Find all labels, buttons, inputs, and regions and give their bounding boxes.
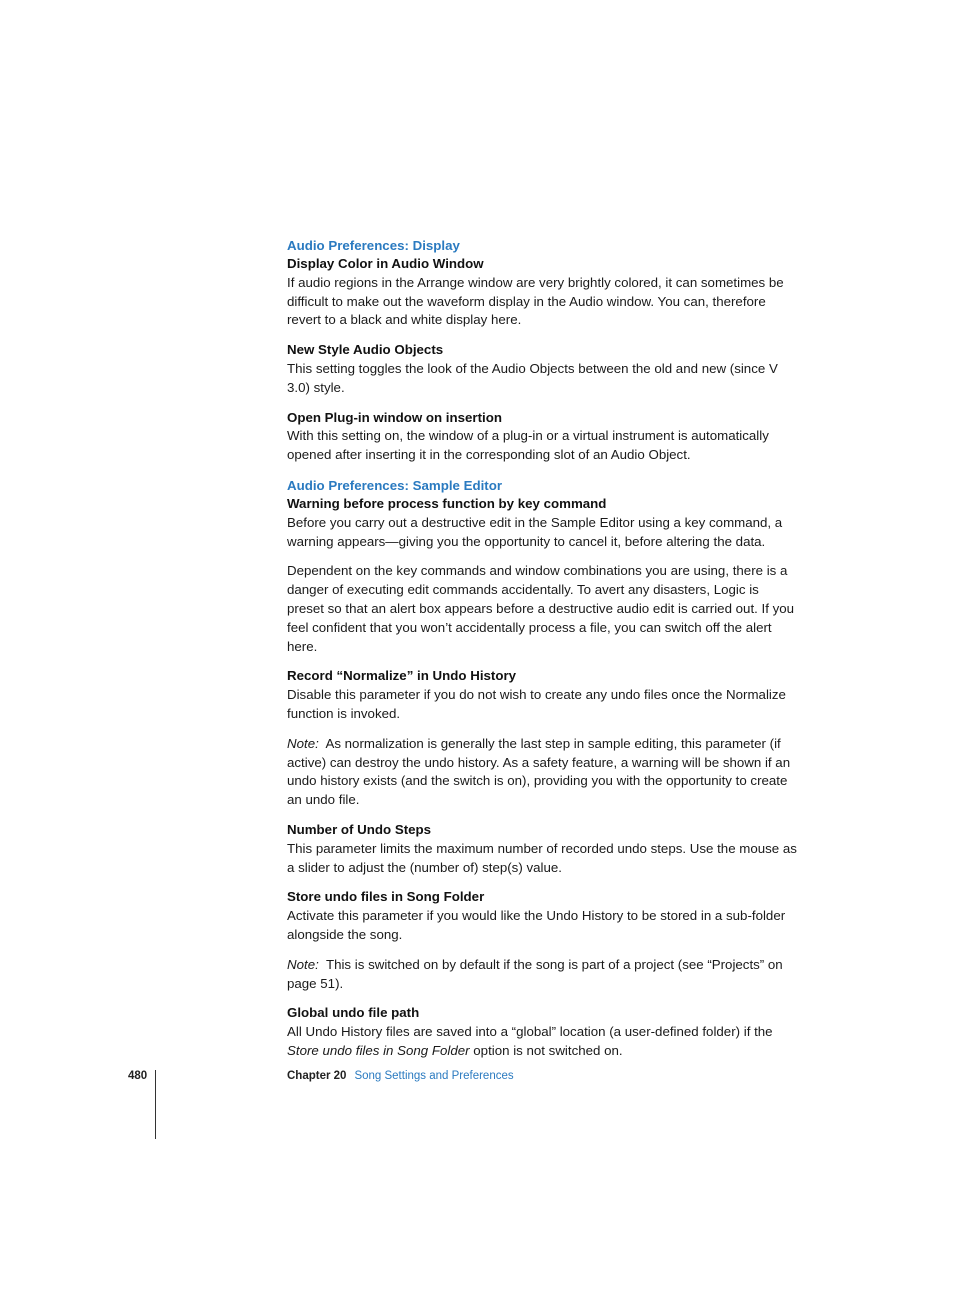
section-sample-editor	[287, 476, 797, 1061]
emphasized-option-name: Store undo files in Song Folder	[287, 1042, 470, 1058]
item-paragraph: This setting toggles the look of the Audio Objects between the old and new (since V 3.0) style.	[287, 360, 778, 395]
chapter-label: Chapter 20	[287, 1070, 347, 1082]
item-paragraph: This parameter limits the maximum number of recorded undo steps. Use the mouse as a slider to adjust the (number of) step(s) value.	[287, 840, 797, 875]
item-number-of-undo-steps	[287, 821, 797, 877]
item-heading: Display Color in Audio Window	[287, 256, 484, 271]
item-heading: Store undo files in Song Folder	[287, 889, 485, 905]
chapter-title-link[interactable]: Song Settings and Preferences	[354, 1070, 514, 1082]
note-paragraph	[287, 956, 797, 994]
item-store-undo-files	[287, 888, 797, 993]
text-before: All Undo History files are saved into a “global” location (a user-defined folder) if the	[287, 1024, 773, 1040]
note-label: Note:	[287, 956, 319, 972]
item-heading: New Style Audio Objects	[287, 342, 444, 358]
item-heading: Global undo file path	[287, 1005, 420, 1021]
footer-chapter	[287, 1070, 514, 1082]
item-heading: Number of Undo Steps	[287, 821, 432, 837]
section-display	[287, 236, 797, 465]
note-label: Note:	[287, 735, 319, 751]
note-text: As normalization is generally the last step in sample editing, this parameter (if active) can destroy the undo history. As a safety feature, a warning will be shown if an undo history exists (and the switch is on), providing you with the opportunity to create an undo file.	[287, 735, 791, 808]
note-text: This is switched on by default if the song is part of a project (see “Projects” on page 51).	[287, 956, 783, 991]
page-number: 480	[128, 1070, 148, 1082]
item-paragraph: Before you carry out a destructive edit in the Sample Editor using a key command, a warning appears—giving you the opportunity to cancel it, before altering the data.	[287, 514, 783, 549]
item-heading: Record “Normalize” in Undo History	[287, 668, 517, 684]
item-global-undo-file-path	[287, 1004, 797, 1060]
item-open-plugin-window	[287, 409, 797, 465]
item-record-normalize	[287, 667, 797, 810]
section-title: Audio Preferences: Display	[287, 238, 460, 253]
footer-divider	[155, 1070, 156, 1139]
item-paragraph: With this setting on, the window of a plug-in or a virtual instrument is automatically opened after inserting it in the corresponding slot of an Audio Object.	[287, 428, 769, 463]
item-paragraph: Dependent on the key commands and window combinations you are using, there is a danger of executing edit commands accidentally. To avert any disasters, Logic is preset so that an alert box appears before a destructive audio edit is carried out. If you feel confident that you won’t accidentally process a file, you can switch off the alert here.	[287, 563, 795, 654]
item-display-color	[287, 255, 797, 330]
page-content	[287, 236, 797, 1072]
item-heading: Warning before process function by key command	[287, 495, 607, 511]
item-paragraph: If audio regions in the Arrange window are very brightly colored, it can sometimes be difficult to make out the waveform display in the Audio window. You can, therefore revert to a black and white display here.	[287, 274, 784, 328]
item-heading: Open Plug-in window on insertion	[287, 409, 502, 425]
section-title: Audio Preferences: Sample Editor	[287, 477, 503, 493]
note-paragraph	[287, 735, 797, 810]
item-paragraph: Disable this parameter if you do not wish to create any undo files once the Normalize function is invoked.	[287, 687, 786, 721]
item-warning-before-process	[287, 495, 797, 656]
item-new-style-audio-objects	[287, 341, 797, 397]
item-paragraph: Activate this parameter if you would like the Undo History to be stored in a sub-folder alongside the song.	[287, 908, 786, 942]
item-paragraph	[287, 1023, 797, 1061]
text-after: option is not switched on.	[469, 1042, 623, 1058]
